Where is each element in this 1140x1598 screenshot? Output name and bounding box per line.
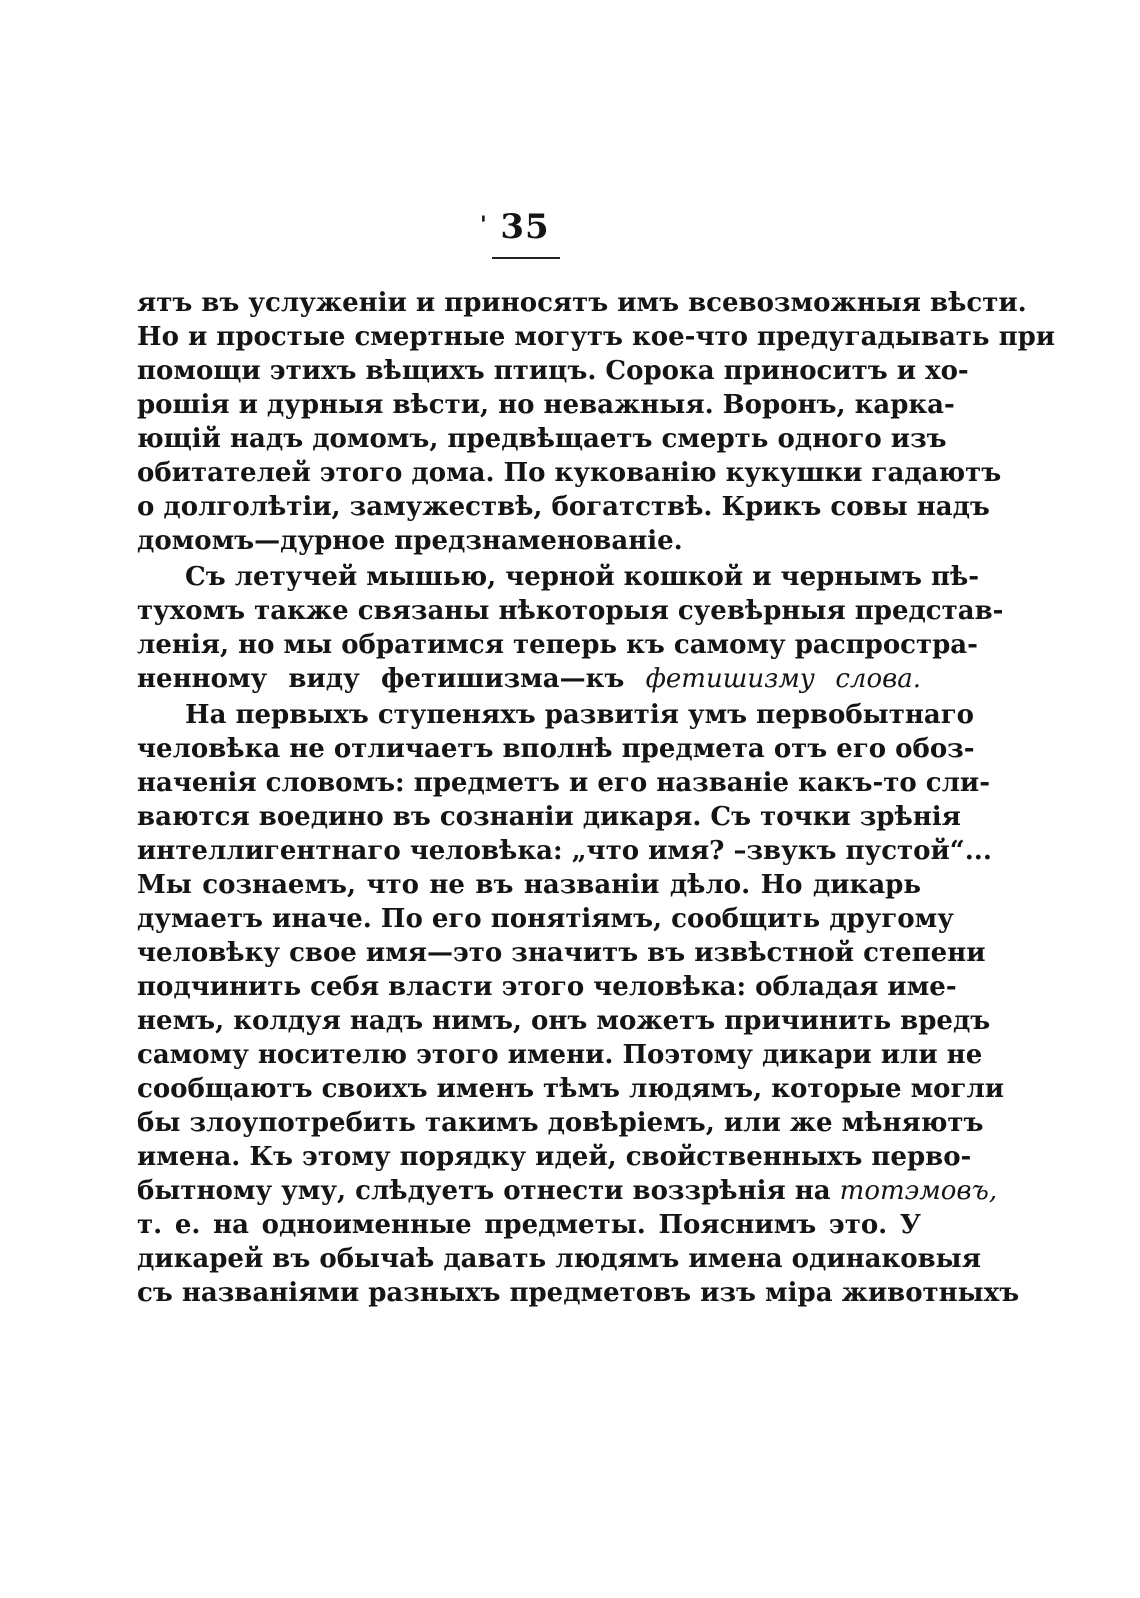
text-fragment: бытному уму, слѣдуетъ отнести воззрѣнія на bbox=[137, 1176, 831, 1206]
text-line: имена. Къ этому порядку идей, свойственныхъ перво- bbox=[137, 1142, 972, 1172]
text-line: человѣку свое имя—это значитъ въ извѣстной степени bbox=[137, 938, 986, 968]
text-line: ваются воедино въ сознаніи дикаря. Съ точки зрѣнія bbox=[137, 802, 961, 832]
text-line: интеллигентнаго человѣка: „что имя? –звукъ пустой“... bbox=[137, 836, 992, 866]
text-line: подчинить себя власти этого человѣка: обладая име- bbox=[137, 972, 957, 1002]
text-line: дикарей въ обычаѣ давать людямъ имена одинаковыя bbox=[137, 1244, 981, 1274]
page-number: 35 bbox=[500, 207, 550, 247]
text-line: наченія словомъ: предметъ и его названіе какъ-то сли- bbox=[137, 768, 990, 798]
text-line: самому носителю этого имени. Поэтому дикари или не bbox=[137, 1040, 983, 1070]
page-header bbox=[480, 207, 560, 247]
paragraph-1 bbox=[137, 286, 1056, 558]
text-line: ятъ въ услуженіи и приносятъ имъ всевозможныя вѣсти. bbox=[137, 288, 1027, 318]
header-rule bbox=[492, 257, 560, 259]
text-line: человѣка не отличаетъ вполнѣ предмета отъ его обоз- bbox=[137, 734, 975, 764]
text-line: ленія, но мы обратимся теперь къ самому распростра- bbox=[137, 630, 978, 660]
text-line: На первыхъ ступеняхъ развитія умъ первобытнаго bbox=[185, 700, 975, 730]
text-line: т. е. на одноименные предметы. Пояснимъ это. У bbox=[137, 1210, 921, 1240]
text-line: домомъ—дурное предзнаменованіе. bbox=[137, 526, 683, 556]
text-line: ющій надъ домомъ, предвѣщаетъ смерть одного изъ bbox=[137, 424, 947, 454]
text-line: немъ, колдуя надъ нимъ, онъ можетъ причинить вредъ bbox=[137, 1006, 991, 1036]
text-line: бы злоупотребить такимъ довѣріемъ, или же мѣняютъ bbox=[137, 1108, 984, 1138]
text-line: тухомъ также связаны нѣкоторыя суевѣрныя представ- bbox=[137, 596, 1004, 626]
text-line: Мы сознаемъ, что не въ названіи дѣло. Но дикарь bbox=[137, 870, 921, 900]
text-line: о долголѣтіи, замужествѣ, богатствѣ. Крикъ совы надъ bbox=[137, 492, 990, 522]
text-line: Но и простые смертные могутъ кое-что предугадывать при bbox=[137, 322, 1056, 352]
text-line: съ названіями разныхъ предметовъ изъ міра животныхъ bbox=[137, 1278, 1020, 1308]
italic-term: тотэмовъ, bbox=[839, 1176, 998, 1206]
paragraph-3 bbox=[137, 698, 1020, 1310]
body-text bbox=[137, 286, 1056, 1310]
text-line: обитателей этого дома. По кукованію кукушки гадаютъ bbox=[137, 458, 1002, 488]
text-line-mixed bbox=[137, 662, 921, 696]
page-mark: ' bbox=[480, 212, 487, 238]
italic-term: фетишизму слова. bbox=[645, 664, 921, 694]
paragraph-2 bbox=[137, 560, 1004, 696]
text-line: Съ летучей мышью, черной кошкой и чернымъ пѣ- bbox=[185, 562, 980, 592]
text-line: думаетъ иначе. По его понятіямъ, сообщить другому bbox=[137, 904, 954, 934]
text-line-mixed bbox=[137, 1174, 998, 1208]
text-line: сообщаютъ своихъ именъ тѣмъ людямъ, которые могли bbox=[137, 1074, 1005, 1104]
text-line: помощи этихъ вѣщихъ птицъ. Сорока приноситъ и хо- bbox=[137, 356, 969, 386]
text-fragment: ненному виду фетишизма—къ bbox=[137, 664, 625, 694]
text-line: рошія и дурныя вѣсти, но неважныя. Воронъ, карка- bbox=[137, 390, 955, 420]
